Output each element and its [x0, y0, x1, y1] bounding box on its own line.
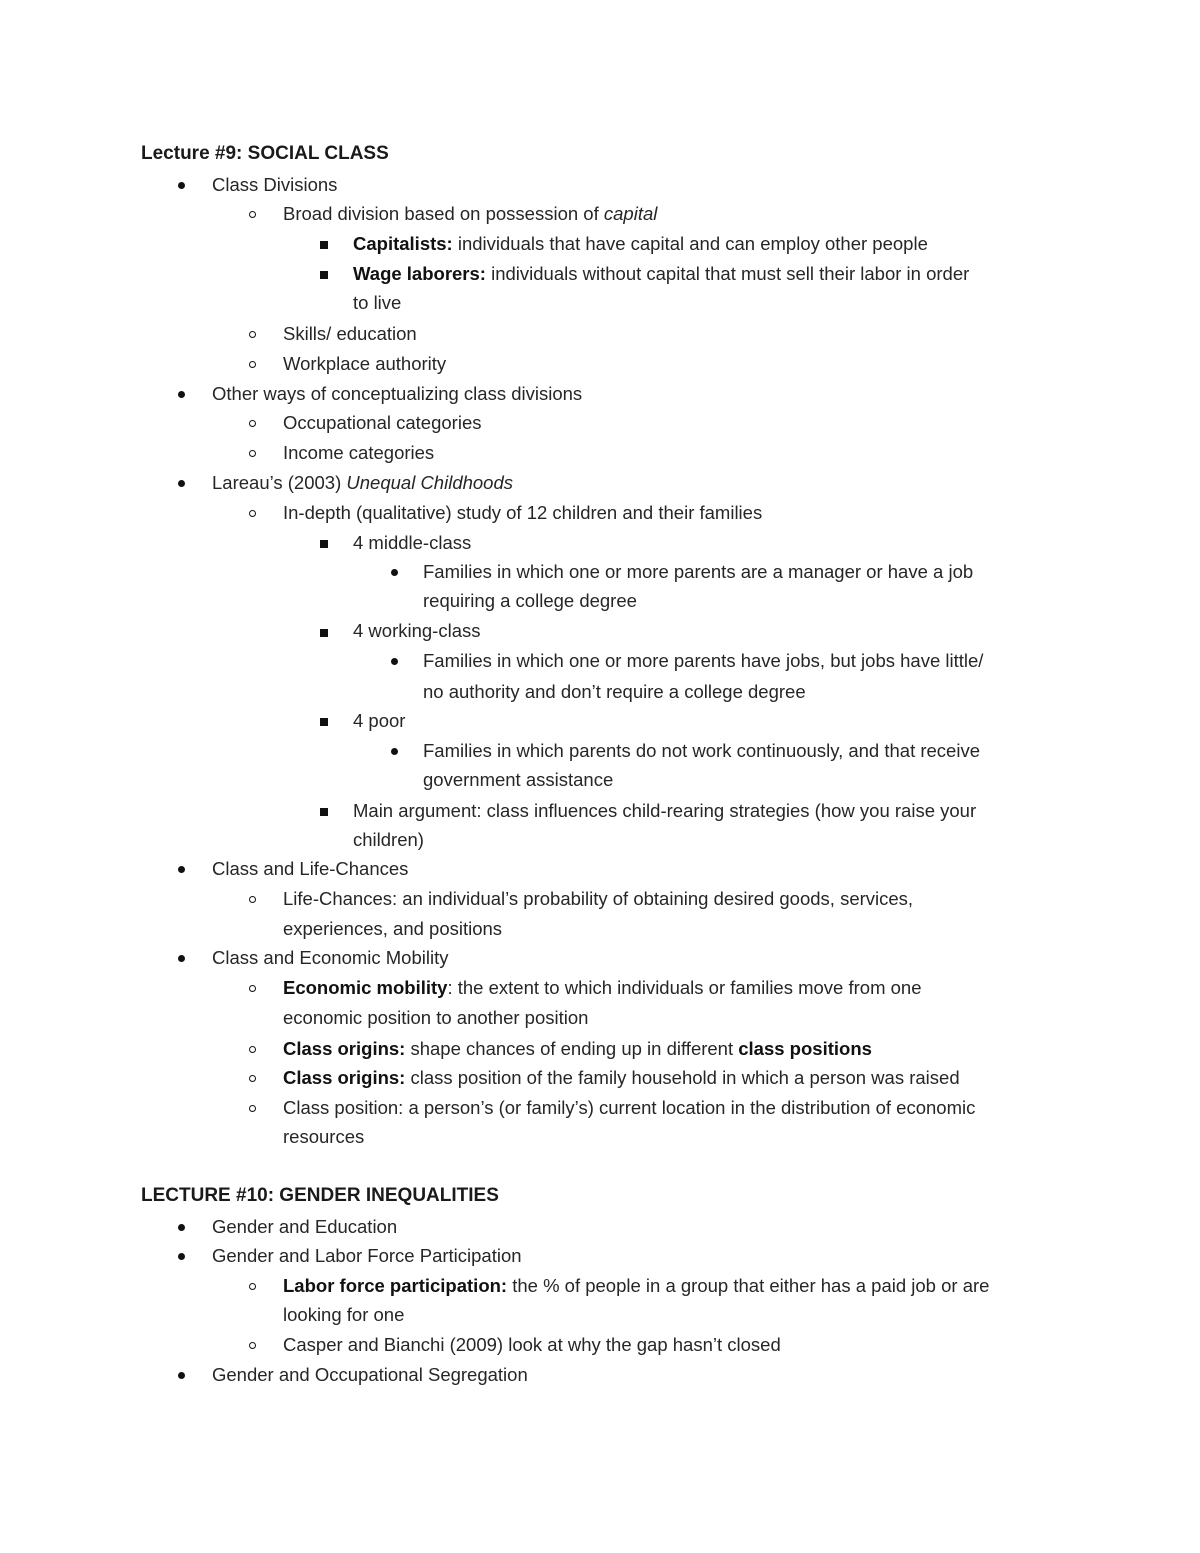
bullet-disc-icon: [178, 391, 185, 398]
list-item-continuation: experiences, and positions: [283, 918, 503, 939]
bullet-square-icon: [320, 241, 328, 249]
list-item: Skills/ education: [283, 323, 417, 344]
list-item: Class origins: class position of the family household in which a person was raised: [283, 1067, 960, 1088]
bullet-square-icon: [320, 271, 328, 279]
list-item-continuation: no authority and don’t require a college degree: [423, 681, 806, 702]
list-item: Other ways of conceptualizing class divisions: [212, 383, 583, 404]
list-item-continuation: economic position to another position: [283, 1007, 589, 1028]
bullet-square-icon: [320, 629, 328, 637]
list-item: Occupational categories: [283, 412, 482, 433]
list-item-continuation: government assistance: [423, 769, 614, 790]
bullet-disc-icon: [178, 1253, 185, 1260]
list-item-continuation: resources: [283, 1126, 365, 1147]
list-item: Gender and Labor Force Participation: [212, 1245, 522, 1266]
bullet-circle-icon: [249, 420, 256, 427]
bullet-disc-icon: [391, 658, 398, 665]
bullet-disc-icon: [391, 569, 398, 576]
list-item: Capitalists: individuals that have capital and can employ other people: [353, 233, 928, 254]
list-item: Families in which one or more parents are a manager or have a job: [423, 561, 974, 582]
bullet-disc-icon: [178, 866, 185, 873]
list-item: Life-Chances: an individual’s probability of obtaining desired goods, services,: [283, 888, 914, 909]
bullet-square-icon: [320, 540, 328, 548]
bullet-circle-icon: [249, 1342, 256, 1349]
list-item: Class Divisions: [212, 174, 338, 195]
bullet-circle-icon: [249, 1105, 256, 1112]
list-item: Workplace authority: [283, 353, 447, 374]
list-item: 4 poor: [353, 710, 406, 731]
bullet-disc-icon: [178, 1372, 185, 1379]
bullet-square-icon: [320, 718, 328, 726]
list-item: Broad division based on possession of capital: [283, 203, 658, 224]
list-item: Class and Life-Chances: [212, 858, 409, 879]
list-item: Gender and Occupational Segregation: [212, 1364, 528, 1385]
list-item-continuation: children): [353, 829, 424, 850]
list-item: 4 middle-class: [353, 532, 472, 553]
bullet-disc-icon: [178, 1224, 185, 1231]
list-item: Lareau’s (2003) Unequal Childhoods: [212, 472, 514, 493]
bullet-circle-icon: [249, 1075, 256, 1082]
list-item-continuation: looking for one: [283, 1304, 405, 1325]
list-item-continuation: requiring a college degree: [423, 590, 637, 611]
list-item: Gender and Education: [212, 1216, 398, 1237]
bullet-circle-icon: [249, 361, 256, 368]
bullet-square-icon: [320, 808, 328, 816]
bullet-circle-icon: [249, 510, 256, 517]
list-item: Families in which parents do not work continuously, and that receive: [423, 740, 980, 761]
list-item: Families in which one or more parents have jobs, but jobs have little/: [423, 650, 984, 671]
list-item: Casper and Bianchi (2009) look at why the gap hasn’t closed: [283, 1334, 781, 1355]
bullet-circle-icon: [249, 211, 256, 218]
list-item: Income categories: [283, 442, 435, 463]
bullet-disc-icon: [391, 748, 398, 755]
list-item: Labor force participation: the % of people in a group that either has a paid job or are: [283, 1275, 990, 1296]
list-item: 4 working-class: [353, 620, 481, 641]
list-item: Economic mobility: the extent to which individuals or families move from one: [283, 977, 922, 998]
bullet-circle-icon: [249, 985, 256, 992]
list-item-continuation: to live: [353, 292, 402, 313]
list-item: Main argument: class influences child-rearing strategies (how you raise your: [353, 800, 977, 821]
bullet-circle-icon: [249, 896, 256, 903]
lecture-9-heading: Lecture #9: SOCIAL CLASS: [141, 143, 389, 164]
bullet-disc-icon: [178, 955, 185, 962]
lecture-10-heading: LECTURE #10: GENDER INEQUALITIES: [141, 1185, 499, 1206]
bullet-disc-icon: [178, 182, 185, 189]
bullet-circle-icon: [249, 1046, 256, 1053]
bullet-circle-icon: [249, 1283, 256, 1290]
list-item: Wage laborers: individuals without capital that must sell their labor in order: [353, 263, 970, 284]
list-item: Class and Economic Mobility: [212, 947, 449, 968]
bullet-disc-icon: [178, 480, 185, 487]
list-item: Class position: a person’s (or family’s) current location in the distribution of economic: [283, 1097, 976, 1118]
list-item: In-depth (qualitative) study of 12 children and their families: [283, 502, 763, 523]
bullet-circle-icon: [249, 331, 256, 338]
list-item: Class origins: shape chances of ending up in different class positions: [283, 1038, 872, 1059]
bullet-circle-icon: [249, 450, 256, 457]
